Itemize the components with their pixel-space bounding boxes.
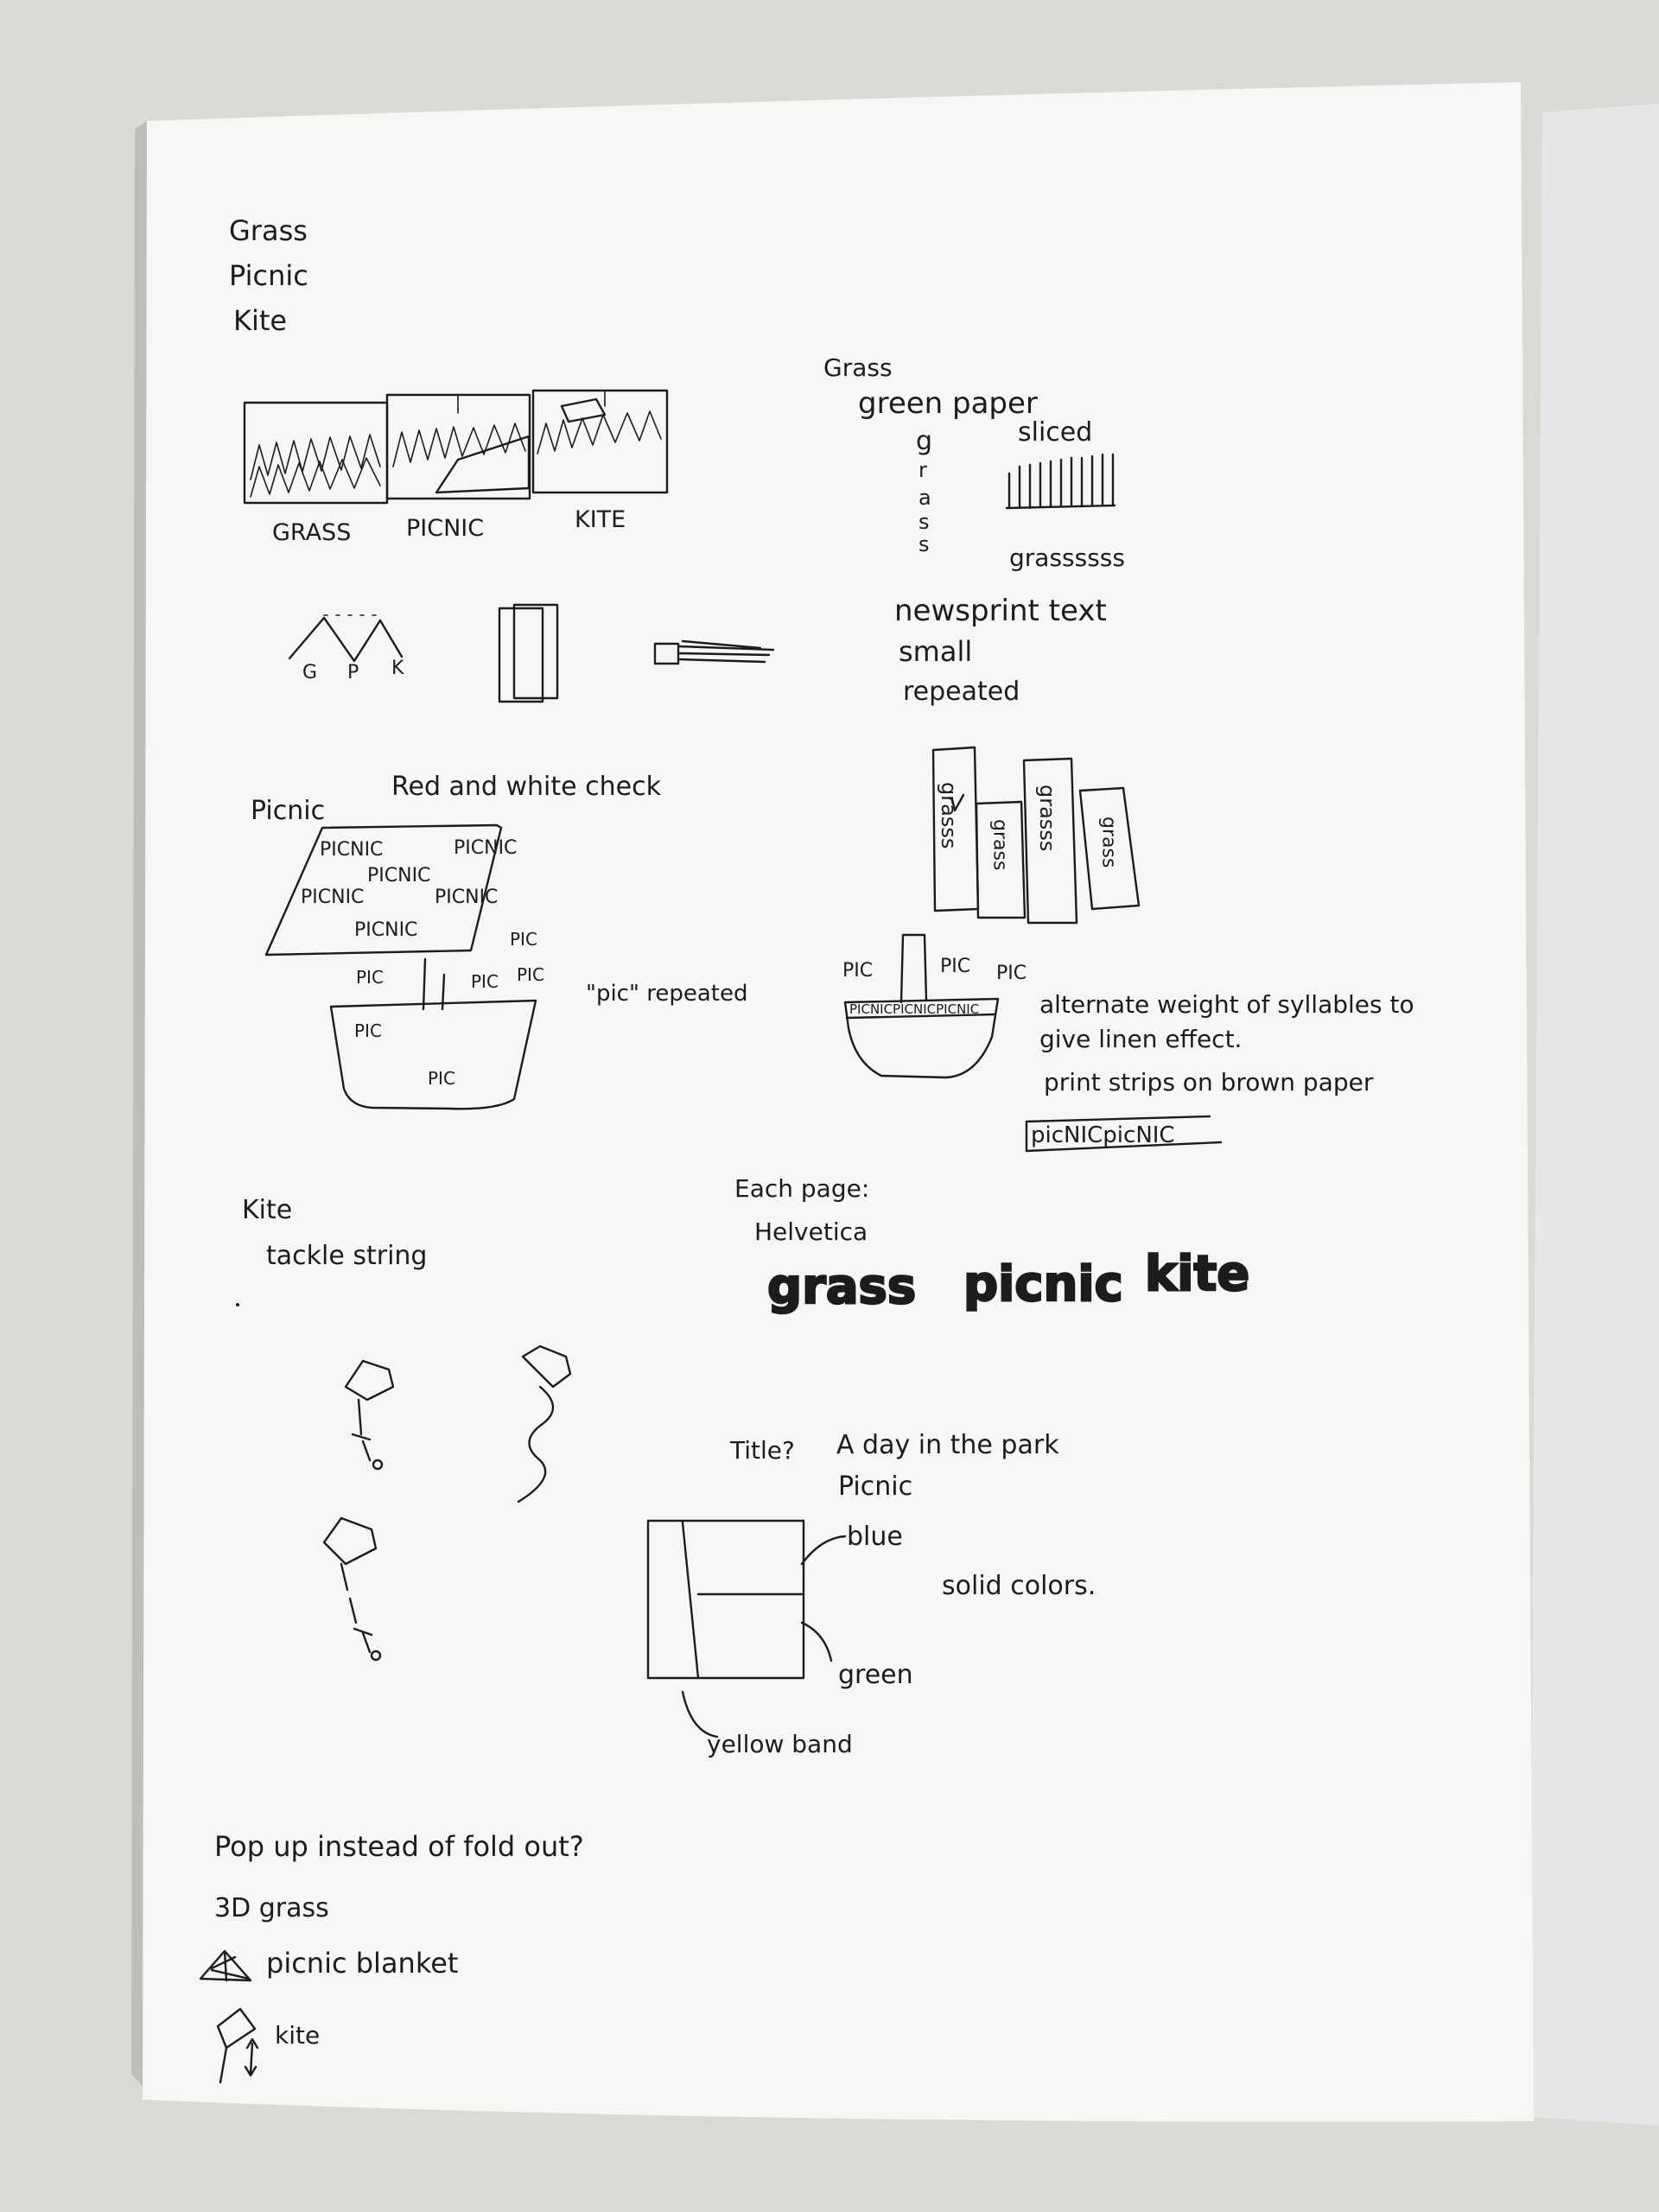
tackle-string-note: tackle string	[266, 1241, 428, 1271]
yellow-band-note: yellow band	[707, 1730, 853, 1758]
column-word: grasss	[937, 782, 961, 849]
blanket-word: PICNIC	[454, 837, 518, 859]
gpk-p: P	[347, 662, 359, 683]
pic-word: PIC	[517, 964, 544, 985]
red-white-check-note: Red and white check	[391, 772, 661, 802]
pen-dot	[236, 1303, 239, 1306]
column-word: grasss	[1035, 785, 1059, 852]
small-note: small	[899, 635, 973, 668]
picnic-strip-text: picNICpicNIC	[1031, 1122, 1175, 1148]
note-kite: Kite	[233, 304, 288, 337]
pic-word: PIC	[510, 929, 537, 950]
basket-band-text: PICNICPICNICPICNIC	[849, 1001, 980, 1017]
blanket-word: PICNIC	[367, 865, 431, 887]
each-page-note: Each page:	[734, 1174, 870, 1203]
bubble-word-grass: grass	[767, 1259, 917, 1315]
pic-word: PIC	[354, 1020, 382, 1041]
blue-note: blue	[847, 1522, 903, 1552]
kite-bottom-note: kite	[275, 2021, 321, 2050]
blanket-word: PICNIC	[435, 887, 499, 908]
alternate-weight-note: alternate weight of syllables to	[1039, 990, 1414, 1019]
green-paper-note: green paper	[858, 386, 1038, 421]
note-grass: Grass	[229, 214, 308, 247]
repeated-note: repeated	[903, 677, 1020, 707]
column-word: grass	[1097, 817, 1120, 868]
helvetica-note: Helvetica	[754, 1217, 868, 1246]
vert-g: g	[916, 426, 933, 456]
title-option-1: A day in the park	[836, 1430, 1059, 1460]
pic-word: PIC	[428, 1068, 455, 1089]
sliced-note: sliced	[1018, 417, 1093, 448]
vert-s2: s	[918, 532, 930, 556]
blanket-word: PICNIC	[354, 919, 418, 941]
column-word: grass	[988, 819, 1011, 871]
next-page	[1529, 104, 1659, 2126]
vert-a: a	[918, 486, 931, 510]
blanket-word: PICNIC	[301, 887, 365, 908]
bubble-word-picnic: picnic	[963, 1256, 1123, 1313]
gpk-k: K	[391, 658, 404, 679]
pic-repeated-note: "pic" repeated	[586, 981, 748, 1007]
newsprint-note: newsprint text	[894, 594, 1107, 628]
vert-r: r	[918, 458, 927, 482]
grassssss-note: grassssss	[1009, 543, 1125, 572]
3d-grass-note: 3D grass	[214, 1893, 329, 1923]
pic-word: PIC	[356, 967, 384, 988]
picnic-blanket-note: picnic blanket	[266, 1947, 459, 1980]
picnic-heading: Picnic	[251, 796, 326, 826]
kite-heading: Kite	[242, 1195, 293, 1225]
title-option-2: Picnic	[838, 1471, 913, 1502]
solid-colors-note: solid colors.	[942, 1571, 1096, 1601]
strip-label-picnic: PICNIC	[406, 515, 485, 542]
pop-up-note: Pop up instead of fold out?	[214, 1830, 584, 1863]
strip-label-kite: KITE	[575, 506, 626, 533]
note-picnic: Picnic	[229, 259, 308, 292]
grass-heading: Grass	[823, 353, 893, 382]
blanket-word: PICNIC	[320, 839, 384, 861]
print-strips-note: print strips on brown paper	[1044, 1068, 1374, 1096]
right-pic: PIC	[842, 960, 874, 982]
green-note: green	[838, 1660, 913, 1690]
strip-label-grass: GRASS	[272, 519, 352, 546]
paper-sheet	[143, 82, 1534, 2122]
right-pic: PIC	[940, 956, 971, 977]
linen-effect-note: give linen effect.	[1039, 1025, 1243, 1053]
title-question: Title?	[730, 1436, 795, 1465]
right-pic: PIC	[996, 963, 1027, 984]
pic-word: PIC	[471, 971, 499, 992]
bubble-word-kite: kite	[1145, 1246, 1250, 1302]
vert-s1: s	[918, 510, 930, 534]
gpk-g: G	[302, 662, 318, 683]
